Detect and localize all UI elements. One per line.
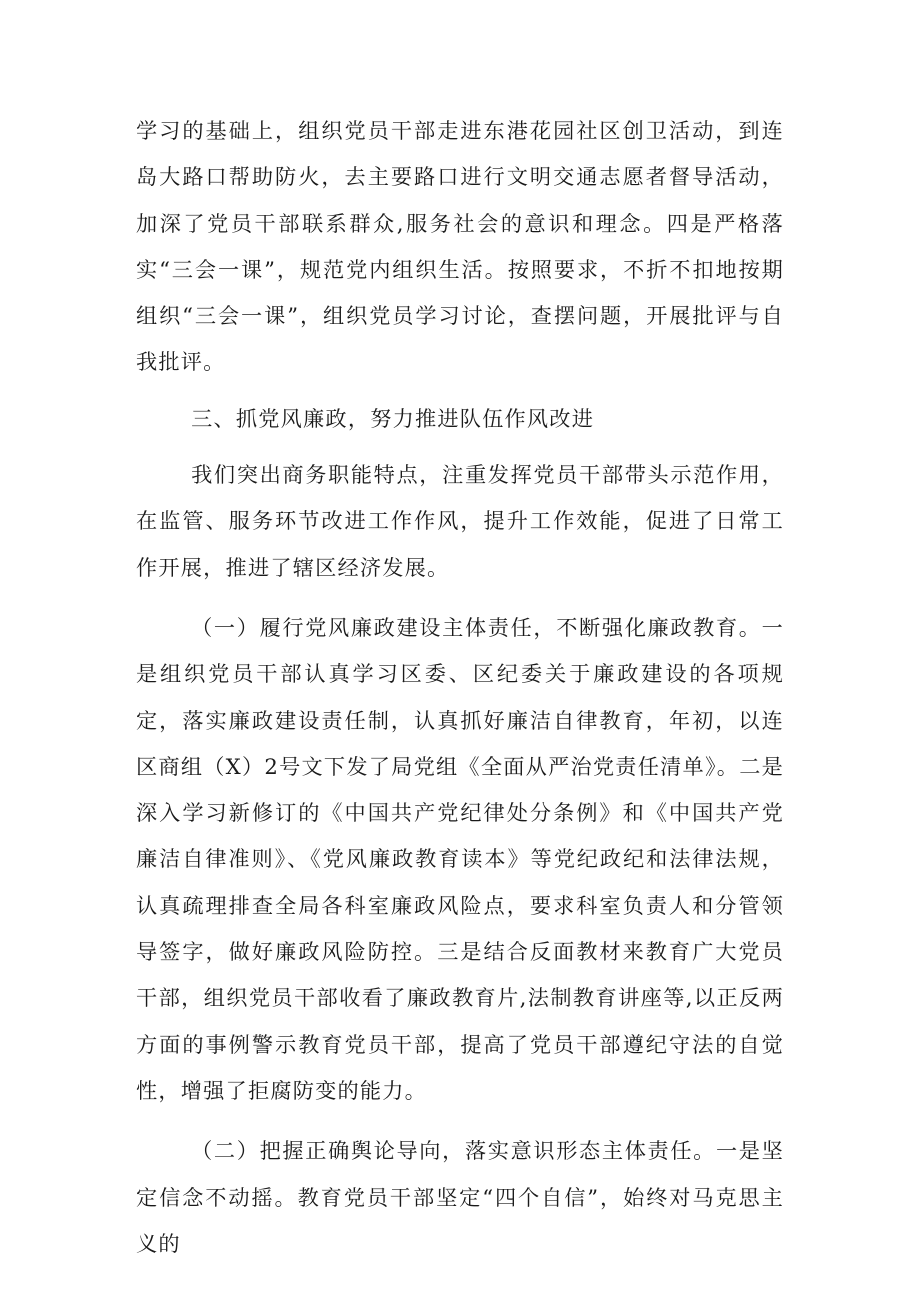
paragraph-continuation: 学习的基础上，组织党员干部走进东港花园社区创卫活动，到连岛大路口帮助防火，去主要路口进行文明交通志愿者督导活动，加深了党员干部联系群众,服务社会的意识和理念。四是严格落实“三会一课”，规范党内组织生活。按照要求，不折不扣地按期组织“三会一课”，组织党员学习讨论，查摆问题，开展批评与自我批评。 — [136, 118, 784, 375]
document-body — [136, 108, 784, 1267]
section-heading: 三、抓党风廉政，努力推进队伍作风改进 — [191, 405, 595, 431]
paragraph-item-2: （二）把握正确舆论导向，落实意识形态主体责任。一是坚定信念不动摇。教育党员干部坚定“四个自信”，始终对马克思主义的 — [136, 1138, 784, 1256]
paragraph-intro: 我们突出商务职能特点，注重发挥党员干部带头示范作用，在监管、服务环节改进工作作风，提升工作效能，促进了日常工作开展，推进了辖区经济发展。 — [136, 462, 784, 580]
paragraph-item-1: （一）履行党风廉政建设主体责任，不断强化廉政教育。一是组织党员干部认真学习区委、区纪委关于廉政建设的各项规定，落实廉政建设责任制，认真抓好廉洁自律教育，年初，以连区商组（X）2号文下发了局党组《全面从严治党责任清单》。二是深入学习新修订的《中国共产党纪律处分条例》和《中国共产党廉洁自律准则》、《党风廉政教育读本》等党纪政纪和法律法规，认真疏理排查全局各科室廉政风险点，要求科室负责人和分管领导签字，做好廉政风险防控。三是结合反面教材来教育广大党员干部，组织党员干部收看了廉政教育片,法制教育讲座等,以正反两方面的事例警示教育党员干部，提高了党员干部遵纪守法的自觉性，增强了拒腐防变的能力。 — [136, 614, 784, 1103]
